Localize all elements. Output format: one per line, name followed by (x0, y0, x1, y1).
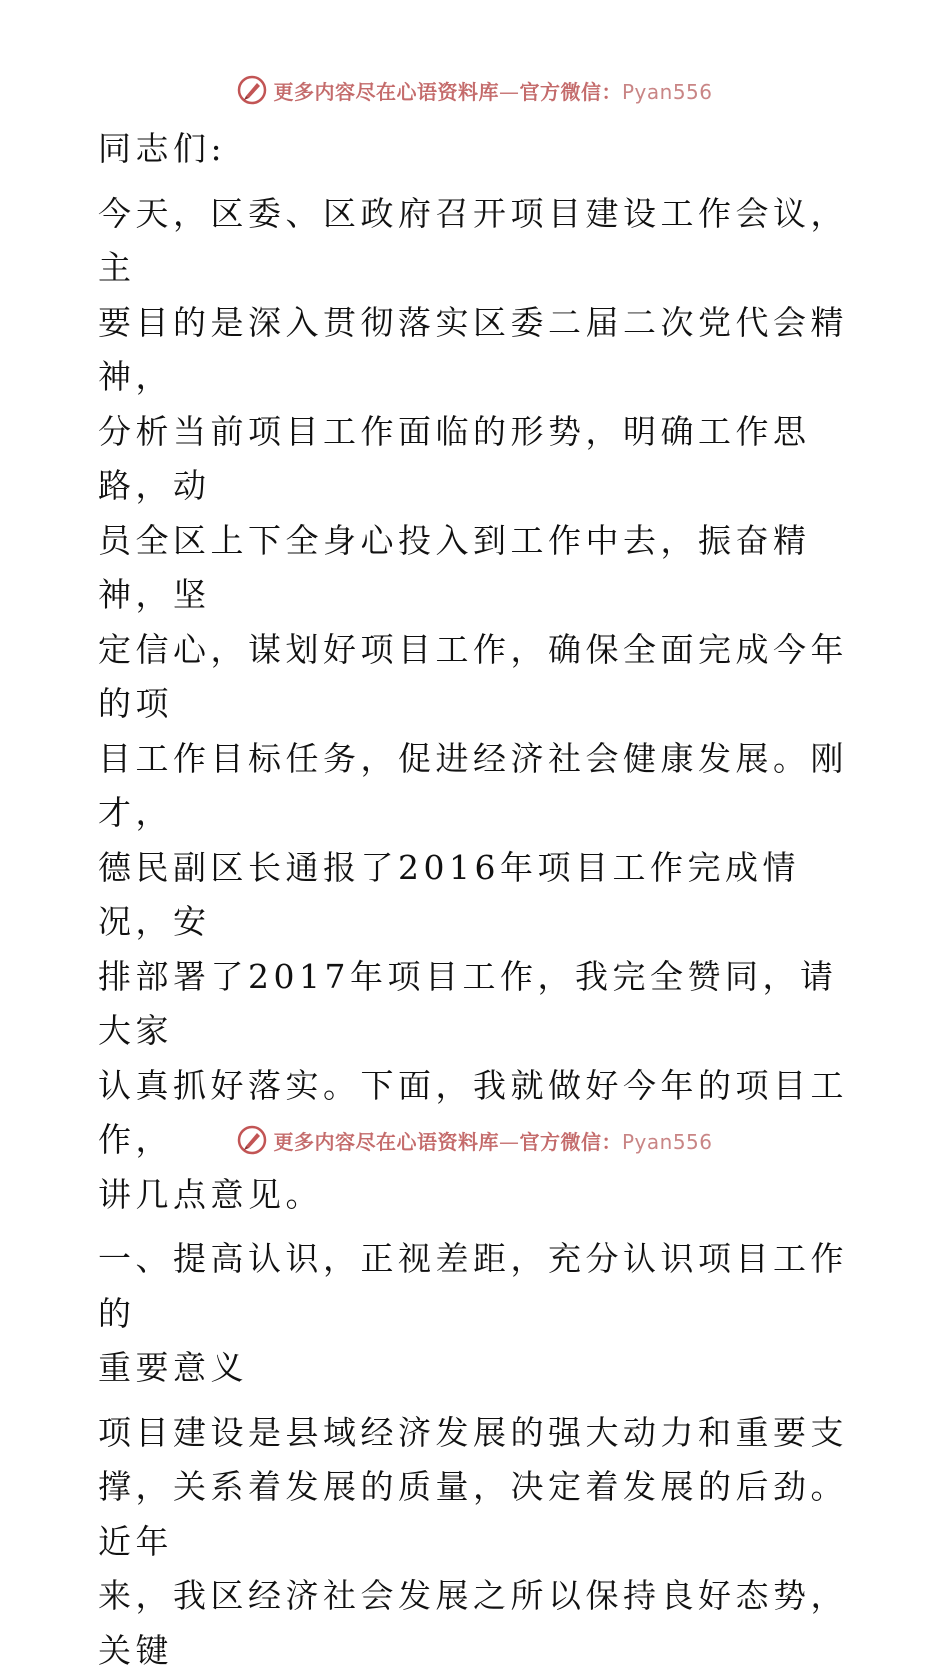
watermark-site-text: 更多内容尽在心语资料库 (273, 80, 499, 104)
watermark-wechat-id: Pyan556 (622, 80, 713, 104)
watermark-official-text: 官方微信： (519, 80, 622, 104)
pen-logo-icon (237, 1125, 267, 1155)
watermark-site-text: 更多内容尽在心语资料库 (273, 1130, 499, 1154)
watermark-text (273, 1126, 712, 1155)
watermark-footer (0, 1120, 950, 1160)
watermark-header (0, 70, 950, 110)
paragraph-section-1: 项目建设是县域经济发展的强大动力和重要支 撑，关系着发展的质量，决定着发展的后劲。近年 来，我区经济社会发展之所以保持良好态势，关键 (98, 1406, 858, 1678)
paragraph-intro: 今天，区委、区政府召开项目建设工作会议，主 要目的是深入贯彻落实区委二届二次党代会精神， 分析当前项目工作面临的形势，明确工作思路，动 员全区上下全身心投入到工作中去，振奋精神，坚 定信心，谋划好项目工作，确保全面完成今年的项 目工作目标任务，促进经济社会健康发展。刚才， 德民副区长通报了2016年项目工作完成情况，安 排部署了2017年项目工作，我完全赞同，请大家 认真抓好落实。下面，我就做好今年的项目工作， 讲几点意见。 (98, 187, 858, 1223)
watermark-text (273, 76, 712, 105)
pen-logo-icon (237, 75, 267, 105)
watermark-wechat-id: Pyan556 (622, 1130, 713, 1154)
document-body (98, 122, 858, 1678)
watermark-official-text: 官方微信： (519, 1130, 622, 1154)
watermark-separator: — (499, 80, 520, 104)
section-heading-1: 一、提高认识，正视差距，充分认识项目工作的 重要意义 (98, 1232, 858, 1396)
watermark-separator: — (499, 1130, 520, 1154)
salutation: 同志们: (98, 122, 858, 177)
